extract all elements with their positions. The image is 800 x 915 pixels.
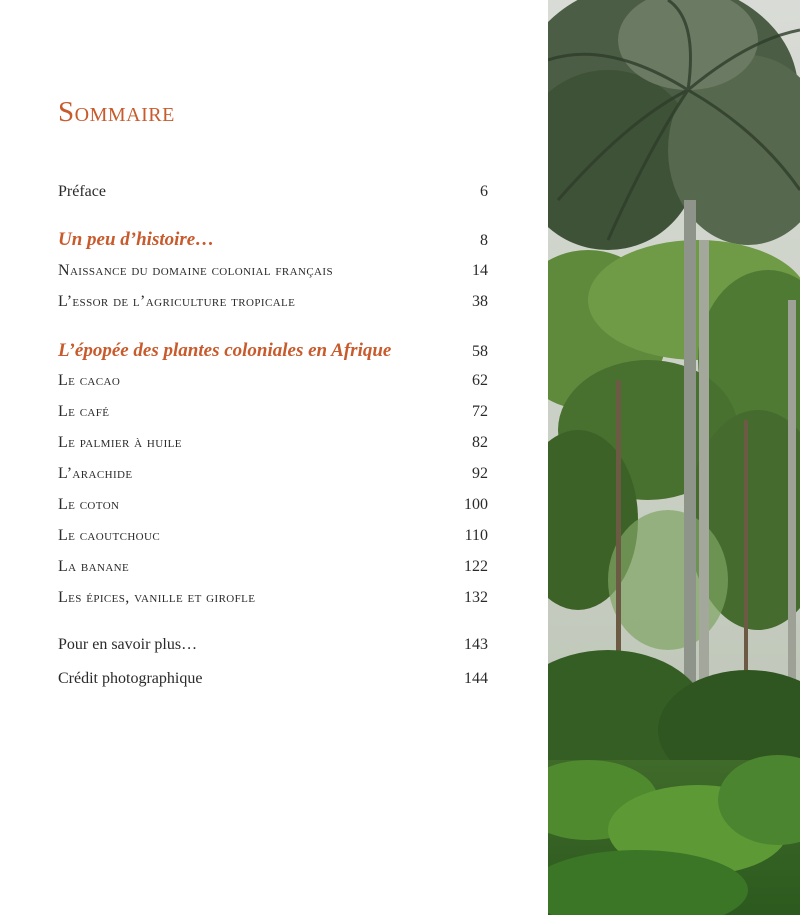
toc-entry-preface: [58, 183, 488, 201]
toc-entry-essor: [58, 293, 488, 311]
palm-forest-illustration: [548, 0, 800, 915]
toc-entry-page: 144: [464, 670, 488, 687]
toc-entry-page: 58: [472, 343, 488, 360]
toc-section-histoire: [58, 229, 488, 251]
toc-entry-coton: [58, 496, 488, 514]
toc-entry-page: 38: [472, 293, 488, 310]
toc-entry-label: Le café: [58, 403, 110, 420]
toc-entry-label: L’arachide: [58, 465, 133, 482]
toc-entry-label: La banane: [58, 558, 130, 575]
toc-section-label: Un peu d’histoire…: [58, 229, 215, 250]
toc-entry-label: Le coton: [58, 496, 120, 513]
table-of-contents: [58, 0, 488, 915]
toc-entry-label: Le palmier à huile: [58, 434, 182, 451]
toc-entry-caoutchouc: [58, 527, 488, 545]
toc-entry-cafe: [58, 403, 488, 421]
toc-entry-page: 6: [480, 183, 488, 200]
toc-entry-naissance: [58, 262, 488, 280]
toc-entry-palmier: [58, 434, 488, 452]
toc-entry-page: 82: [472, 434, 488, 451]
toc-entry-banane: [58, 558, 488, 576]
page-title: Sommaire: [58, 96, 175, 128]
toc-entry-label: L’essor de l’agriculture tropicale: [58, 293, 296, 310]
toc-entry-credit: [58, 670, 488, 688]
toc-entry-label: Le caoutchouc: [58, 527, 161, 544]
toc-entry-epices: [58, 589, 488, 607]
toc-entry-label: Pour en savoir plus…: [58, 636, 198, 653]
toc-entry-page: 8: [480, 232, 488, 249]
toc-entry-page: 72: [472, 403, 488, 420]
toc-entry-label: Crédit photographique: [58, 670, 203, 687]
toc-entry-page: 122: [464, 558, 488, 575]
toc-entry-page: 14: [472, 262, 488, 279]
toc-entry-label: Préface: [58, 183, 106, 200]
toc-section-label: L’épopée des plantes coloniales en Afrique: [58, 340, 392, 361]
toc-entry-page: 62: [472, 372, 488, 389]
toc-entry-label: Naissance du domaine colonial français: [58, 262, 333, 279]
toc-entry-page: 100: [464, 496, 488, 513]
toc-entry-page: 143: [464, 636, 488, 653]
toc-entry-label: Les épices, vanille et girofle: [58, 589, 256, 606]
toc-entry-page: 92: [472, 465, 488, 482]
toc-entry-page: 110: [464, 527, 488, 544]
toc-entry-page: 132: [464, 589, 488, 606]
toc-entry-savoir-plus: [58, 636, 488, 654]
toc-entry-label: Le cacao: [58, 372, 121, 389]
toc-section-epopee: [58, 340, 488, 362]
toc-entry-cacao: [58, 372, 488, 390]
forest-photo: [548, 0, 800, 915]
toc-entry-arachide: [58, 465, 488, 483]
